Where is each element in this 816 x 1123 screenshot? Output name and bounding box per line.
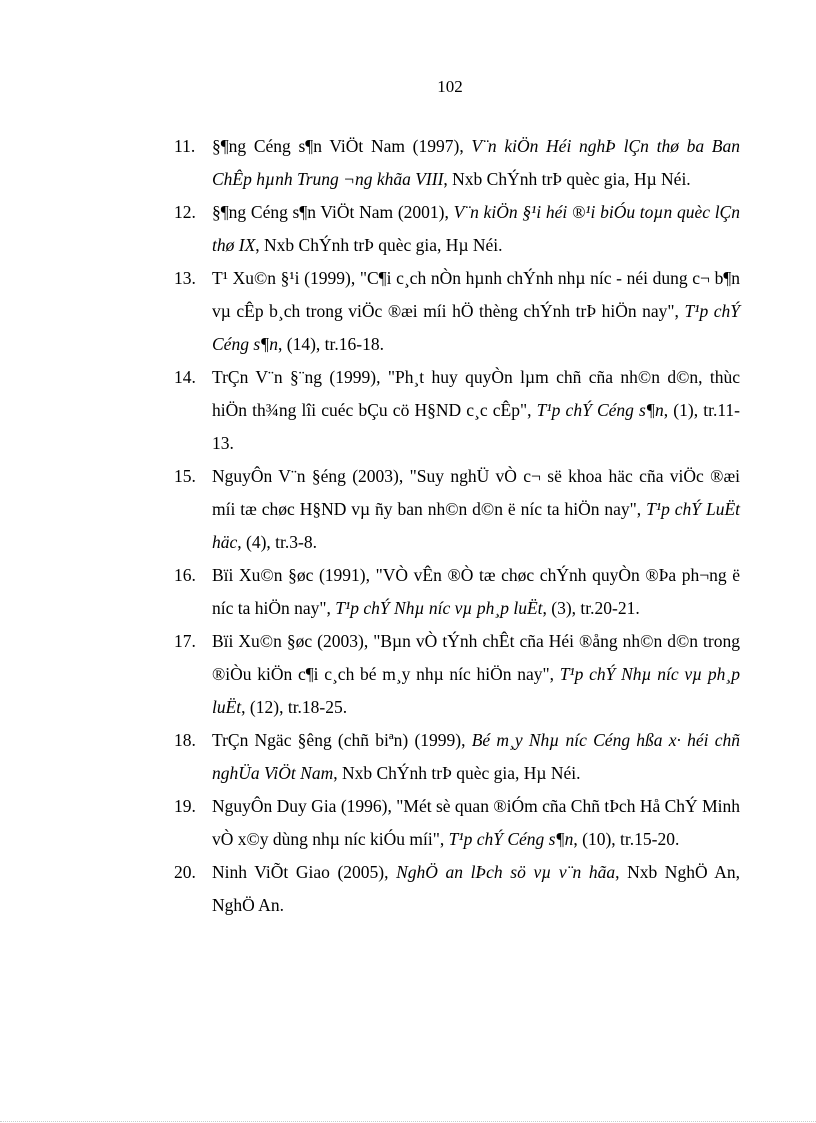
reference-item xyxy=(130,625,740,724)
reference-number: 13. xyxy=(174,268,196,288)
reference-title: T¹p chÝ Céng s¶n xyxy=(448,829,574,849)
page-bottom-divider xyxy=(0,1121,816,1122)
page-number: 102 xyxy=(437,77,463,96)
reference-item xyxy=(130,196,740,262)
reference-title: V¨n kiÖn Héi nghÞ lÇn thø ba Ban ChÊp hµnh Trung ¬ng khãa VIII xyxy=(212,136,740,189)
reference-number: 15. xyxy=(174,466,196,486)
reference-number: 11. xyxy=(174,136,196,156)
reference-item xyxy=(130,790,740,856)
reference-title: T¹p chÝ Nhµ níc vµ ph¸p luËt xyxy=(335,598,543,618)
reference-authors: TrÇn Ngäc §êng (chñ biªn) (1999), xyxy=(212,730,472,750)
reference-number: 14. xyxy=(174,367,196,387)
reference-title: T¹p chÝ Céng s¶n xyxy=(536,400,664,420)
reference-publication: , (12), tr.18-25. xyxy=(241,697,348,717)
reference-item xyxy=(130,724,740,790)
reference-number: 19. xyxy=(174,796,196,816)
reference-publication: , (14), tr.16-18. xyxy=(278,334,384,354)
reference-number: 20. xyxy=(174,862,196,882)
reference-item xyxy=(130,361,740,460)
reference-publication: , Nxb ChÝnh trÞ quèc gia, Hµ Néi. xyxy=(255,235,503,255)
reference-publication: , (1), tr.11-13. xyxy=(212,400,740,453)
reference-publication: , (4), tr.3-8. xyxy=(237,532,317,552)
reference-list xyxy=(130,130,740,922)
reference-publication: , (3), tr.20-21. xyxy=(542,598,640,618)
reference-title: T¹p chÝ Nhµ níc vµ ph¸p luËt xyxy=(212,664,740,717)
reference-authors: §¶ng Céng s¶n ViÖt Nam (2001), xyxy=(212,202,454,222)
reference-title: T¹p chÝ Céng s¶n xyxy=(212,301,741,354)
reference-publication: , (10), tr.15-20. xyxy=(573,829,680,849)
reference-title: NghÖ an lÞch sö vµ v¨n hãa xyxy=(396,862,616,882)
reference-authors: Ninh ViÕt Giao (2005), xyxy=(212,862,397,882)
reference-item xyxy=(130,130,740,196)
reference-item xyxy=(130,262,740,361)
reference-publication: , Nxb ChÝnh trÞ quèc gia, Hµ Néi. xyxy=(443,169,691,189)
reference-authors: T¹ Xu©n §¹i (1999), "C¶i c¸ch nÒn hµnh chÝnh nhµ níc - néi dung c¬ b¶n vµ cÊp b¸ch trong viÖc ®æi míi hÖ thèng chÝnh trÞ hiÖn nay", xyxy=(212,268,740,321)
reference-publication: , Nxb NghÖ An, NghÖ An. xyxy=(212,862,740,915)
reference-number: 12. xyxy=(174,202,196,222)
reference-authors: NguyÔn V¨n §éng (2003), "Suy nghÜ vÒ c¬ së khoa häc cña viÖc ®æi míi tæ chøc H§ND vµ ñy ban nh©n d©n ë níc ta hiÖn nay", xyxy=(212,466,740,519)
reference-authors: Bïi Xu©n §øc (2003), "Bµn vÒ tÝnh chÊt cña Héi ®ång nh©n d©n trong ®iÒu kiÖn c¶i c¸ch bé m¸y nhµ níc hiÖn nay", xyxy=(212,631,740,684)
reference-number: 16. xyxy=(174,565,196,585)
reference-publication: , Nxb ChÝnh trÞ quèc gia, Hµ Néi. xyxy=(333,763,581,783)
reference-item xyxy=(130,559,740,625)
reference-title: T¹p chÝ LuËt häc xyxy=(212,499,741,552)
reference-number: 17. xyxy=(174,631,196,651)
reference-item xyxy=(130,856,740,922)
reference-title: V¨n kiÖn §¹i héi ®¹i biÓu toµn quèc lÇn thø IX xyxy=(212,202,740,255)
reference-item xyxy=(130,460,740,559)
reference-number: 18. xyxy=(174,730,196,750)
reference-authors: Bïi Xu©n §øc (1991), "VÒ vÊn ®Ò tæ chøc chÝnh quyÒn ®Þa ph¬ng ë níc ta hiÖn nay", xyxy=(212,565,740,618)
reference-authors: §¶ng Céng s¶n ViÖt Nam (1997), xyxy=(212,136,472,156)
reference-authors: TrÇn V¨n §¨ng (1999), "Ph¸t huy quyÒn lµm chñ cña nh©n d©n, thùc hiÖn th¾ng lîi cuéc bÇu cö H§ND c¸c cÊp", xyxy=(212,367,740,420)
reference-authors: NguyÔn Duy Gia (1996), "Mét sè quan ®iÓm cña Chñ tÞch Hå ChÝ Minh vÒ x©y dùng nhµ níc kiÓu míi", xyxy=(212,796,740,849)
reference-title: Bé m¸y Nhµ níc Céng hßa x· héi chñ nghÜa ViÖt Nam xyxy=(212,730,740,783)
